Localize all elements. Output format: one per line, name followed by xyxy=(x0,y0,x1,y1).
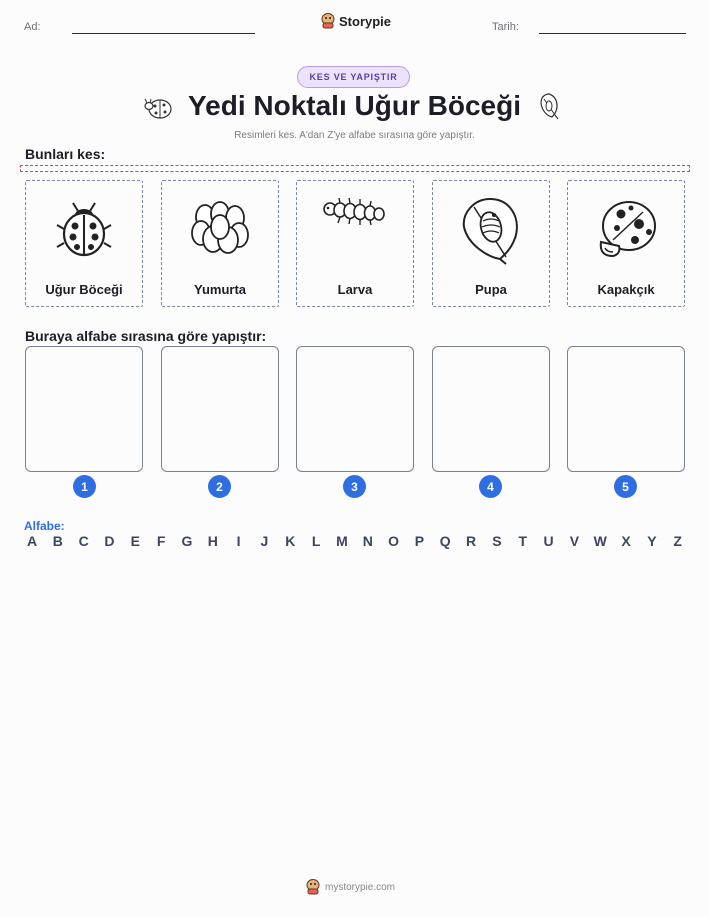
cut-heading: Bunları kes: xyxy=(25,146,106,162)
alphabet-letter: Y xyxy=(647,533,657,549)
paste-box-3[interactable] xyxy=(296,346,414,472)
paste-box-5[interactable] xyxy=(567,346,685,472)
alphabet-letter: W xyxy=(593,533,607,549)
alphabet-letter: Z xyxy=(673,533,682,549)
number-badge-4: 4 xyxy=(479,475,502,498)
alphabet-letter: V xyxy=(569,533,580,549)
alphabet-letter: U xyxy=(543,533,554,549)
alphabet-letter: O xyxy=(388,533,400,549)
footer xyxy=(306,879,395,895)
card-label: Larva xyxy=(337,282,373,297)
card-label: Pupa xyxy=(475,282,507,297)
cut-card-ladybug[interactable] xyxy=(25,180,143,307)
cut-card-eggs[interactable] xyxy=(161,180,279,307)
storypie-mascot-icon xyxy=(306,879,320,895)
paste-heading: Buraya alfabe sırasına göre yapıştır: xyxy=(25,328,267,344)
brand-name: Storypie xyxy=(339,13,392,29)
alphabet-letter: D xyxy=(104,533,115,549)
instructions: Resimleri kes. A'dan Z'ye alfabe sırasına göre yapıştır. xyxy=(234,130,475,141)
alphabet-letter: J xyxy=(260,533,269,549)
alphabet-letter: Q xyxy=(439,533,451,549)
ladybug-icon xyxy=(53,199,115,261)
cut-card-kapakcik[interactable] xyxy=(567,180,685,307)
number-badge-2: 2 xyxy=(208,475,231,498)
alphabet-letter: L xyxy=(311,533,321,549)
alphabet-letter: N xyxy=(362,533,373,549)
date-line[interactable] xyxy=(539,33,686,34)
alphabet-letter: C xyxy=(78,533,89,549)
number-badge-5: 5 xyxy=(614,475,637,498)
alphabet-letter: B xyxy=(52,533,63,549)
alphabet-letter: A xyxy=(26,533,38,549)
alphabet-letter: S xyxy=(492,533,502,549)
storypie-mascot-icon xyxy=(321,13,335,29)
larva-icon xyxy=(322,195,388,229)
cut-card-larva[interactable] xyxy=(296,180,414,307)
alphabet-letter: H xyxy=(207,533,218,549)
ladybug-shell-icon xyxy=(593,198,659,262)
alphabet-letter: F xyxy=(156,533,166,549)
eggs-icon xyxy=(187,199,253,261)
paste-box-1[interactable] xyxy=(25,346,143,472)
paste-box-4[interactable] xyxy=(432,346,550,472)
pupa-leaf-icon xyxy=(460,195,522,265)
alphabet-letter: K xyxy=(285,533,296,549)
alphabet-letter: G xyxy=(181,533,193,549)
number-badge-3: 3 xyxy=(343,475,366,498)
alphabet-row xyxy=(25,533,685,549)
alphabet-letter: R xyxy=(466,533,477,549)
alphabet-letter: X xyxy=(621,533,631,549)
alphabet-label: Alfabe: xyxy=(24,519,65,533)
card-label: Kapakçık xyxy=(597,282,655,297)
alphabet-letter: I xyxy=(236,533,241,549)
page-title: Yedi Noktalı Uğur Böceği xyxy=(188,90,521,121)
name-line[interactable] xyxy=(72,33,255,34)
alphabet-letter: M xyxy=(336,533,348,549)
footer-url[interactable]: mystorypie.com xyxy=(325,881,396,893)
brand-logo xyxy=(321,13,391,29)
name-label: Ad: xyxy=(24,21,41,33)
card-label: Yumurta xyxy=(193,282,246,297)
cut-line xyxy=(20,165,690,172)
cut-card-pupa[interactable] xyxy=(432,180,550,307)
leaf-doodle-icon xyxy=(536,91,562,121)
activity-badge: KES VE YAPIŞTIR xyxy=(297,66,410,88)
card-label: Uğur Böceği xyxy=(45,282,123,297)
alphabet-letter: P xyxy=(414,533,425,549)
alphabet-letter: T xyxy=(518,533,528,549)
date-label: Tarih: xyxy=(492,21,519,33)
alphabet-letter: E xyxy=(130,533,140,549)
paste-box-2[interactable] xyxy=(161,346,279,472)
number-badge-1: 1 xyxy=(73,475,96,498)
